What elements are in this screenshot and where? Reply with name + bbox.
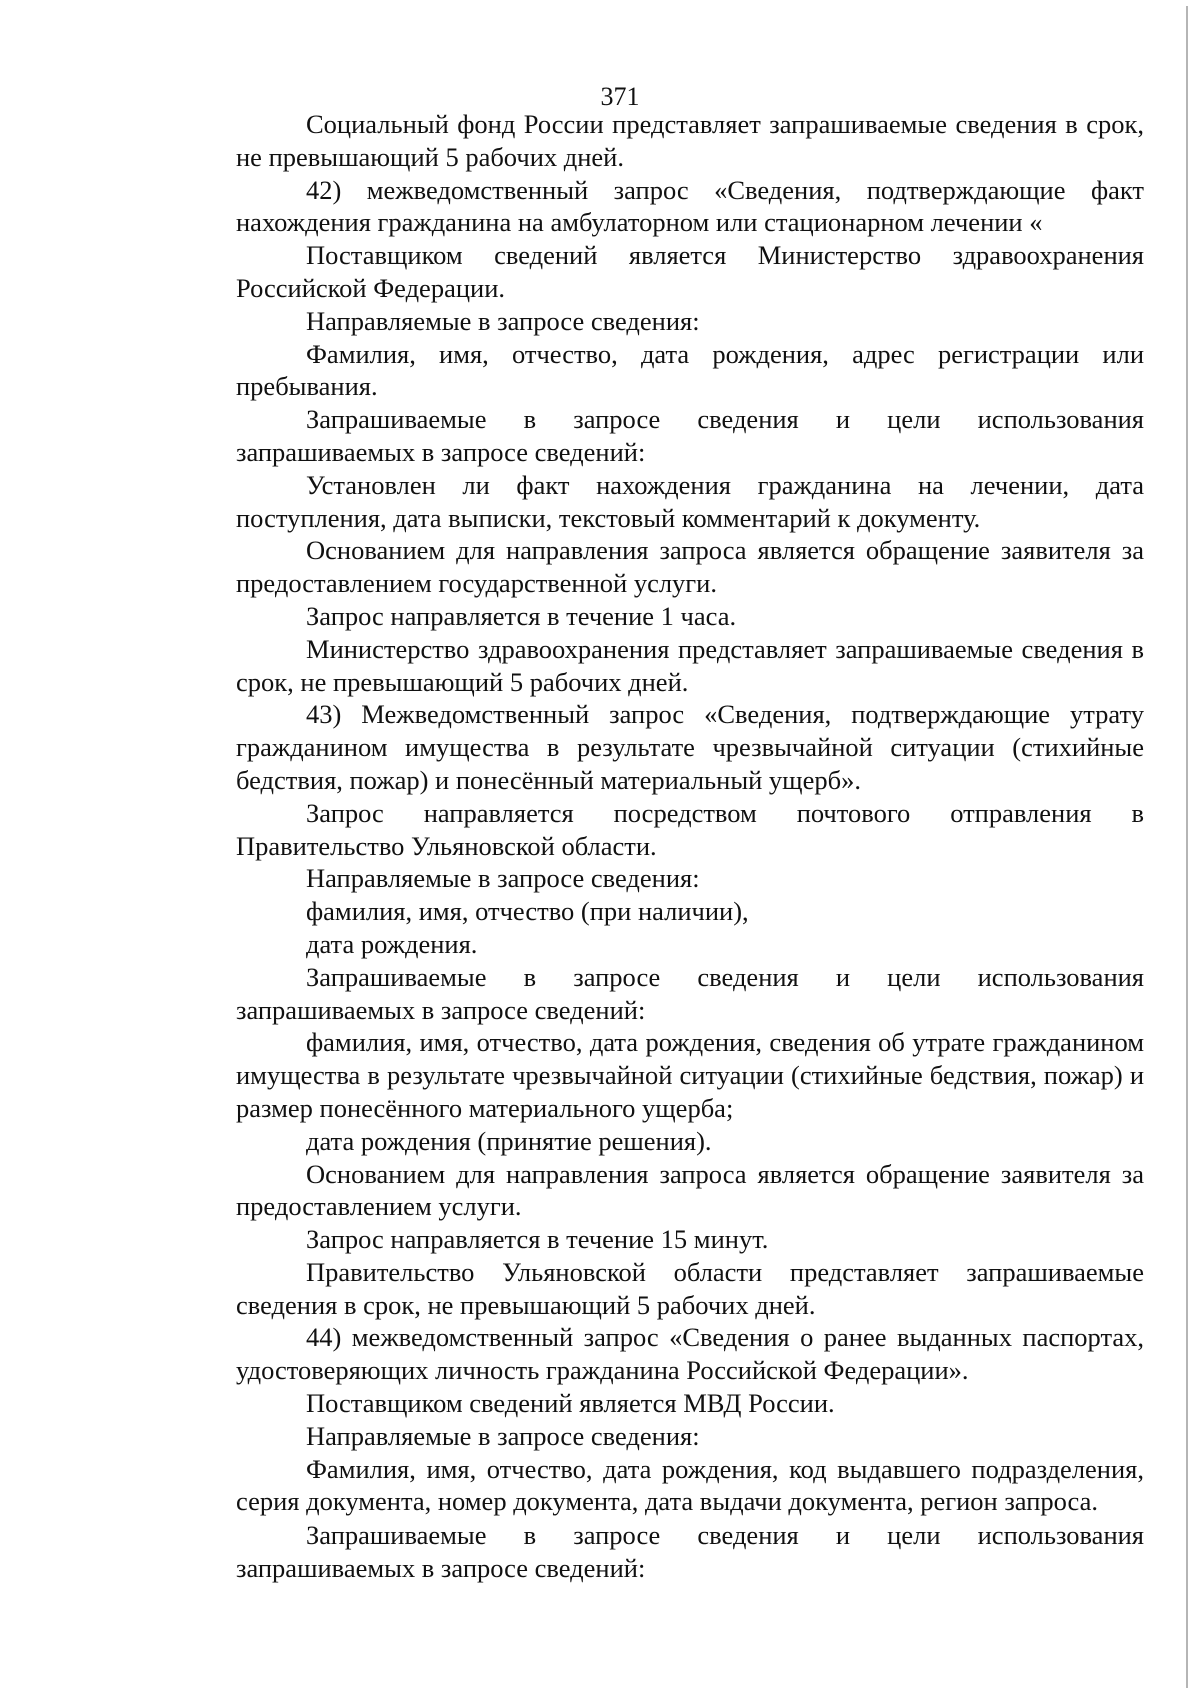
paragraph: 44) межведомственный запрос «Сведения о ранее выданных паспортах, удостоверяющих личность гражданина Российской Федерации».	[236, 1322, 1144, 1386]
paragraph: Запрос направляется в течение 15 минут.	[306, 1224, 769, 1255]
paragraph: Поставщиком сведений является Министерство здравоохранения Российской Федерации.	[236, 240, 1144, 303]
paragraph: Министерство здравоохранения представляет запрашиваемые сведения в срок, не превышающий 5 рабочих дней.	[236, 633, 1144, 697]
paragraph: Поставщиком сведений является МВД России.	[306, 1388, 835, 1419]
paragraph: Запрашиваемые в запросе сведения и цели использования запрашиваемых в запросе сведений:	[236, 1520, 1144, 1584]
paragraph: фамилия, имя, отчество, дата рождения, сведения об утрате гражданином имущества в результате чрезвычайной ситуации (стихийные бедствия, пожар) и размер понесённого материального ущерба;	[236, 1027, 1144, 1123]
paragraph: фамилия, имя, отчество (при наличии),	[306, 896, 749, 927]
paragraph: Основанием для направления запроса является обращение заявителя за предоставлением государственной услуги.	[236, 535, 1144, 599]
page-edge-line	[1186, 6, 1188, 1688]
paragraph: Направляемые в запросе сведения:	[306, 863, 700, 894]
paragraph: дата рождения (принятие решения).	[306, 1125, 712, 1156]
paragraph: 42) межведомственный запрос «Сведения, подтверждающие факт нахождения гражданина на амбулаторном или стационарном лечении «	[236, 174, 1144, 238]
paragraph: Правительство Ульяновской области представляет запрашиваемые сведения в срок, не превышающий 5 рабочих дней.	[236, 1256, 1144, 1320]
paragraph: Социальный фонд России представляет запрашиваемые сведения в срок, не превышающий 5 рабочих дней.	[236, 109, 1144, 172]
paragraph: Основанием для направления запроса является обращение заявителя за предоставлением услуги.	[236, 1158, 1144, 1222]
paragraph: Запрос направляется в течение 1 часа.	[306, 600, 737, 631]
paragraph: Запрашиваемые в запросе сведения и цели использования запрашиваемых в запросе сведений:	[236, 404, 1144, 467]
paragraph: дата рождения.	[306, 928, 478, 959]
paragraph: Направляемые в запросе сведения:	[306, 1420, 700, 1451]
page-number: 371	[600, 82, 640, 111]
paragraph: Запрос направляется посредством почтового отправления в Правительство Ульяновской области.	[236, 797, 1144, 861]
paragraph: Направляемые в запросе сведения:	[306, 305, 700, 336]
paragraph: Запрашиваемые в запросе сведения и цели использования запрашиваемых в запросе сведений:	[236, 961, 1144, 1025]
document-body	[236, 108, 1144, 1585]
paragraph: 43) Межведомственный запрос «Сведения, подтверждающие утрату гражданином имущества в результате чрезвычайной ситуации (стихийные бедствия, пожар) и понесённый материальный ущерб».	[236, 699, 1144, 795]
paragraph: Установлен ли факт нахождения гражданина на лечении, дата поступления, дата выписки, текстовый комментарий к документу.	[236, 469, 1144, 533]
paragraph: Фамилия, имя, отчество, дата рождения, адрес регистрации или пребывания.	[236, 338, 1144, 402]
paragraph: Фамилия, имя, отчество, дата рождения, код выдавшего подразделения, серия документа, номер документа, дата выдачи документа, регион запроса.	[236, 1453, 1144, 1517]
